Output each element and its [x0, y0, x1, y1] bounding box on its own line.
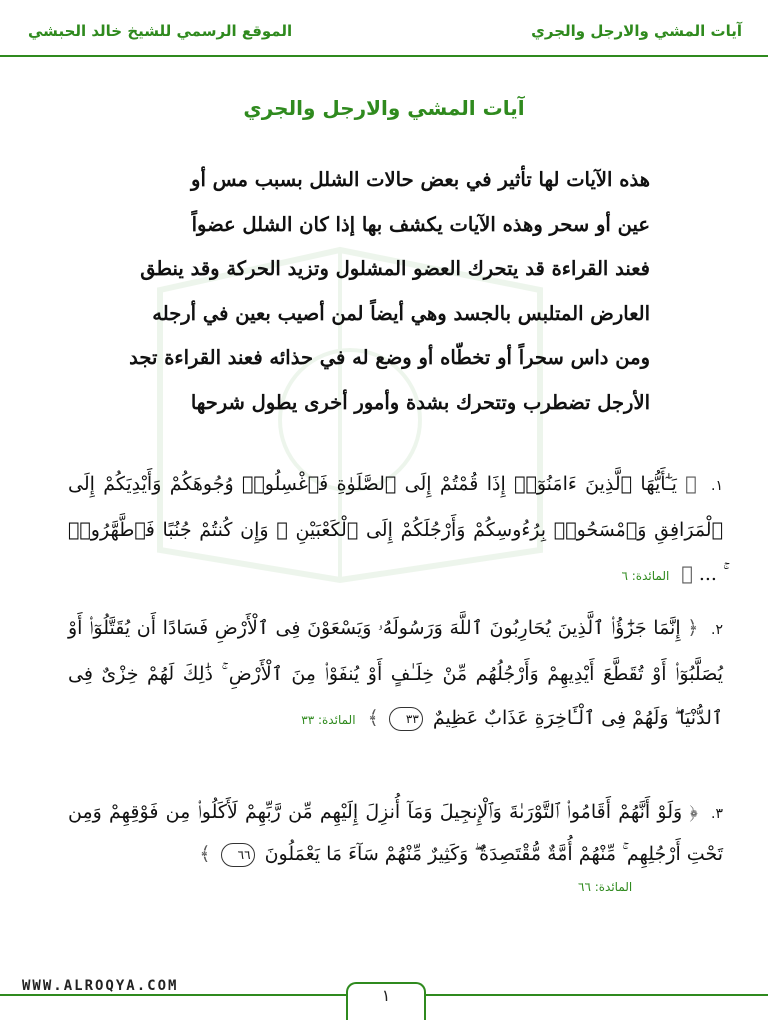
verse-text: إِنَّمَا جَزَٰٓؤُا۟ ٱلَّذِينَ يُحَارِبُونَ ٱللَّهَ وَرَسُولَهُۥ وَيَسْعَوْنَ فِى ٱلْأَرْضِ فَسَادًا أَن يُقَتَّلُوٓا۟ أَوْ يُصَلَّبُوٓا۟ أَوْ تُقَطَّعَ أَيْدِيهِمْ وَأَرْجُلُهُم مِّنْ خِلَـٰفٍ أَوْ يُنفَوْا۟ مِنَ ٱلْأَرْضِ ۚ ذَٰلِكَ لَهُمْ خِزْىٌ فِى ٱلدُّنْيَا ۖ وَلَهُمْ فِى ٱلْـَٔاخِرَةِ عَذَابٌ عَظِيمٌ [68, 617, 723, 729]
verse-number: ١. [711, 478, 724, 494]
quran-bracket-open: ﴿ [687, 617, 699, 639]
verse-3 [68, 792, 723, 874]
intro-line: العارض المتلبس بالجسد وهي أيضاً لمن أصيب بعين في أرجله [152, 301, 650, 325]
page-header [0, 0, 768, 58]
quran-bracket-open: ﴿ [689, 801, 698, 823]
quran-bracket-close: ﴾ [199, 843, 211, 865]
intro-line: عين أو سحر وهذه الآيات يكشف بها إذا كان الشلل عضواً [191, 212, 650, 236]
verse-reference: المائدة: ٦ [621, 569, 670, 583]
quran-bracket-close: ﴾ [367, 707, 379, 729]
header-divider [0, 55, 768, 57]
verse-reference: المائدة: ٦٦ [578, 880, 633, 894]
ayah-number-marker: ٦٦ [221, 843, 255, 867]
verse-text: يَـٰٓأَيُّهَا ٱلَّذِينَ ءَامَنُوٓا۟ إِذَا قُمْتُمْ إِلَى ٱلصَّلَوٰةِ فَٱغْسِلُوا۟ وُجُوهَكُمْ وَأَيْدِيَكُمْ إِلَى ٱلْمَرَافِقِ وَٱمْسَحُوا۟ بِرُءُوسِكُمْ وَأَرْجُلَكُمْ إِلَى ٱلْكَعْبَيْنِ ۚ وَإِن كُنتُمْ جُنُبًا فَٱطَّهَّرُوا۟ ۚ ... [68, 473, 723, 585]
quran-bracket-close: ﴾ [681, 563, 693, 585]
intro-line: فعند القراءة قد يتحرك العضو المشلول وتزيد الحركة وقد ينطق [140, 257, 650, 280]
intro-line: هذه الآيات لها تأثير في بعض حالات الشلل بسبب مس أو [191, 168, 650, 191]
website-link[interactable]: WWW.ALROQYA.COM [22, 978, 179, 994]
intro-line: ومن داس سحراً أو تخطّاه أو وضع له في حذائه فعند القراءة تجد [129, 346, 650, 369]
intro-line: الأرجل تضطرب وتتحرك بشدة وأمور أخرى يطول شرحها [190, 390, 650, 414]
quran-bracket-open: ﴿ [685, 473, 697, 495]
verse-reference: المائدة: ٣٣ [301, 713, 356, 727]
verse-text: وَلَوْ أَنَّهُمْ أَقَامُوا۟ ٱلتَّوْرَىٰةَ وَٱلْإِنجِيلَ وَمَآ أُنزِلَ إِلَيْهِم مِّن رَّبِّهِمْ لَأَكَلُوا۟ مِن فَوْقِهِمْ وَمِن تَحْتِ أَرْجُلِهِم ۚ مِّنْهُمْ أُمَّةٌ مُّقْتَصِدَةٌ ۖ وَكَثِيرٌ مِّنْهُمْ سَآءَ مَا يَعْمَلُونَ [68, 801, 723, 865]
verse-number: ٣. [711, 806, 724, 822]
intro-paragraph [118, 158, 650, 425]
page-title: آيات المشي والارجل والجري [243, 96, 525, 120]
verse-2 [68, 606, 723, 742]
ayah-number-marker: ٣٣ [389, 707, 423, 731]
page-number: ١ [381, 986, 391, 1005]
verse-number: ٢. [711, 622, 724, 638]
chapter-title: آيات المشي والارجل والجري [531, 22, 742, 40]
verse-1 [68, 462, 723, 598]
site-title: الموقع الرسمي للشيخ خالد الحبشي [28, 22, 293, 40]
